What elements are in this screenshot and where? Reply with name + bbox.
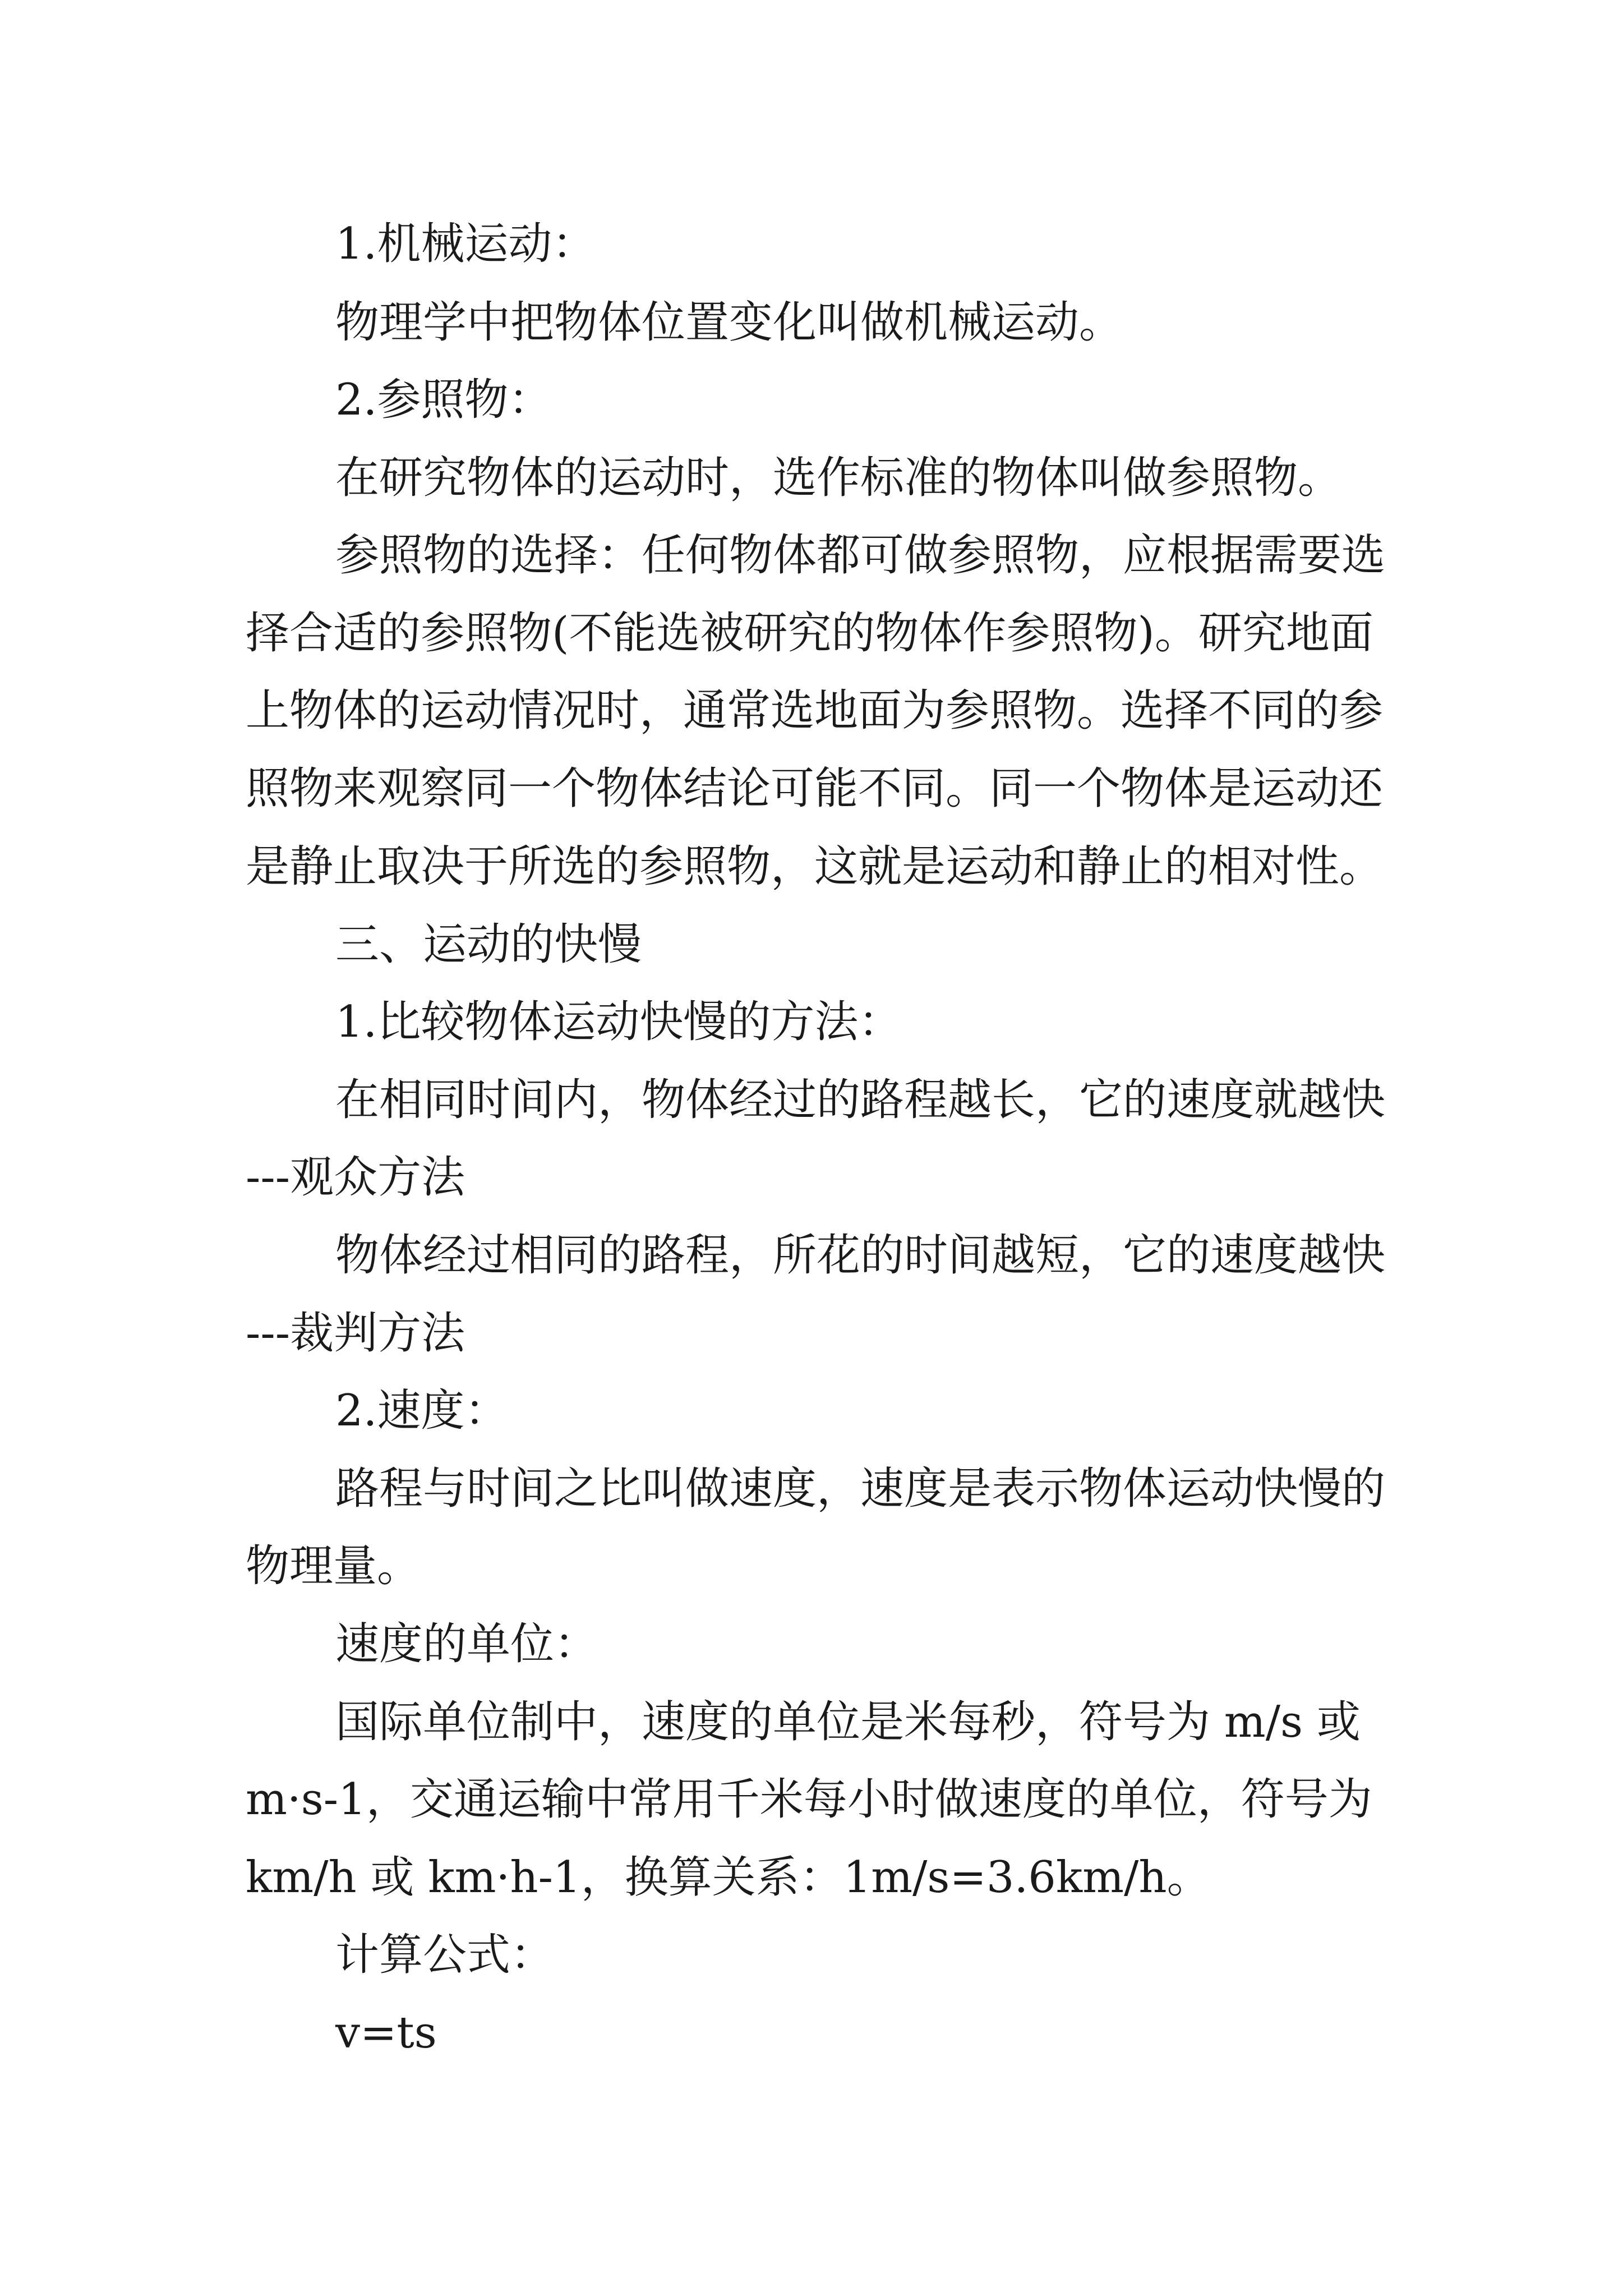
text-line-12: 在相同时间内，物体经过的路程越长，它的速度就越快 — [335, 1075, 1386, 1125]
text-line-6: 择合适的参照物(不能选被研究的物体作参照物)。研究地面 — [246, 608, 1373, 659]
formula-line: v=ts — [335, 2008, 437, 2058]
text-line-16: 2.速度： — [335, 1386, 509, 1436]
text-line-15: ---裁判方法 — [246, 1308, 465, 1359]
text-line-2: 物理学中把物体位置变化叫做机械运动。 — [335, 297, 1123, 348]
text-line-22: km/h 或 km·h-1，换算关系：1m/s=3.6km/h。 — [246, 1852, 1211, 1903]
text-line-23: 计算公式： — [335, 1930, 555, 1980]
text-line-3: 2.参照物： — [335, 375, 552, 425]
text-line-21: m·s-1，交通运输中常用千米每小时做速度的单位，符号为 — [246, 1774, 1372, 1825]
text-line-1: 1.机械运动： — [335, 219, 596, 269]
text-line-9: 是静止取决于所选的参照物，这就是运动和静止的相对性。 — [246, 841, 1384, 892]
text-line-20: 国际单位制中，速度的单位是米每秒，符号为 m/s 或 — [335, 1697, 1361, 1747]
text-line-4: 在研究物体的运动时，选作标准的物体叫做参照物。 — [335, 453, 1342, 503]
section-heading: 三、运动的快慢 — [335, 919, 642, 970]
text-line-5: 参照物的选择：任何物体都可做参照物，应根据需要选 — [335, 530, 1386, 581]
text-line-19: 速度的单位： — [335, 1619, 598, 1669]
text-line-13: ---观众方法 — [246, 1152, 465, 1203]
text-line-8: 照物来观察同一个物体结论可能不同。同一个物体是运动还 — [246, 763, 1384, 814]
text-line-14: 物体经过相同的路程，所花的时间越短，它的速度越快 — [335, 1230, 1386, 1281]
text-line-17: 路程与时间之比叫做速度，速度是表示物体运动快慢的 — [335, 1464, 1386, 1514]
text-line-18: 物理量。 — [246, 1541, 421, 1591]
text-line-11: 1.比较物体运动快慢的方法： — [335, 997, 902, 1047]
text-line-7: 上物体的运动情况时，通常选地面为参照物。选择不同的参 — [246, 685, 1384, 736]
